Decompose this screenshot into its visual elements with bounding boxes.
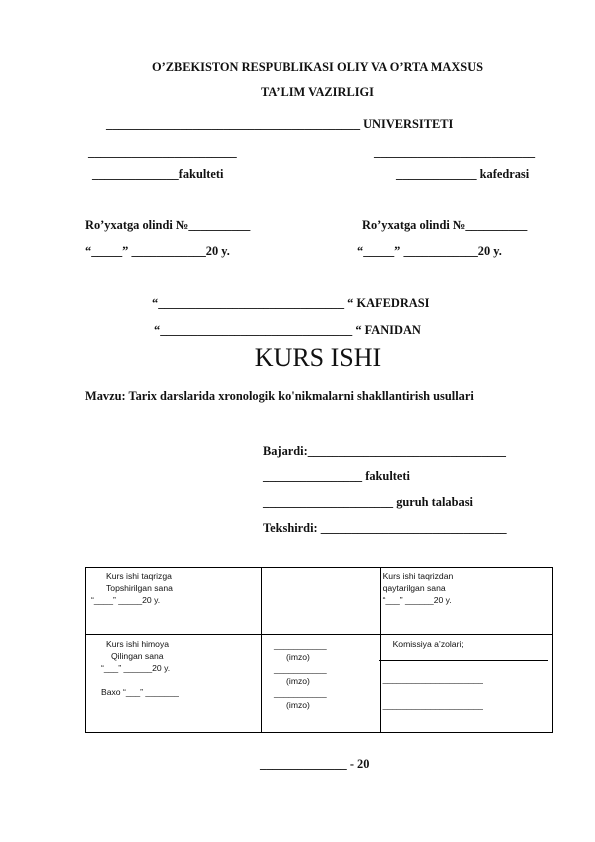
- performer-faculty-line: ________________ fakulteti: [263, 469, 410, 483]
- subject-line: “_______________________________ “ FANIDAN: [154, 323, 421, 337]
- faculty-left: ______________fakulteti: [92, 167, 224, 181]
- grade-line: Baxo “___” _______: [101, 687, 179, 697]
- signature-caption-1: (imzo): [286, 652, 310, 662]
- defense-label-2: Qilingan sana: [111, 651, 164, 661]
- topic-line: Mavzu: Tarix darslarida xronologik ko'nikmalarni shakllantirish usullari: [85, 389, 474, 403]
- return-date: “___” ______20 y.: [382, 595, 452, 605]
- ministry-title-line1: O’ZBEKISTON RESPUBLIKASI OLIY VA O’RTA MAXSUS: [151, 60, 484, 74]
- signature-line-2: ___________: [274, 664, 327, 674]
- signature-line-1: ___________: [274, 640, 327, 650]
- submission-date-cell: [86, 568, 262, 635]
- footer-year-line: ______________ - 20: [260, 757, 370, 771]
- checked-by-line: Tekshirdi: ______________________________: [263, 521, 507, 535]
- commission-cell: [380, 635, 552, 733]
- commission-member-1: _____________________: [382, 674, 483, 684]
- right-blank-line: __________________________: [374, 145, 536, 159]
- commission-member-2: _____________________: [382, 700, 483, 710]
- review-table: [85, 567, 553, 733]
- signature-caption-3: (imzo): [286, 700, 310, 710]
- registration-date-left: “_____” ____________20 y.: [85, 244, 230, 258]
- commission-title: Komissiya a’zolari;: [392, 639, 464, 649]
- submission-label-2: Topshirilgan sana: [106, 583, 173, 593]
- university-line: _________________________________________ UNIVERSITETI: [106, 117, 454, 131]
- group-line: _____________________ guruh talabasi: [263, 495, 473, 509]
- return-label-2: qaytarilgan sana: [382, 583, 446, 593]
- registration-no-left: Ro’yxatga olindi №__________: [85, 218, 251, 232]
- registration-no-right: Ro’yxatga olindi №__________: [362, 218, 528, 232]
- return-label-1: Kurs ishi taqrizdan: [382, 571, 454, 581]
- submission-date: “____” _____20 y.: [91, 595, 161, 605]
- document-title: KURS ISHI: [254, 343, 382, 372]
- signature-line-3: ___________: [274, 688, 327, 698]
- defense-label-1: Kurs ishi himoya: [106, 639, 170, 649]
- registration-date-right: “_____” ____________20 y.: [357, 244, 502, 258]
- signature-caption-2: (imzo): [286, 676, 310, 686]
- defense-date: “___” ______20 y.: [101, 663, 171, 673]
- return-date-cell: [380, 568, 552, 635]
- defense-date-cell: [86, 635, 262, 733]
- done-by-line: Bajardi:________________________________: [263, 444, 506, 458]
- empty-cell: [262, 568, 381, 635]
- submission-label-1: Kurs ishi taqrizga: [106, 571, 172, 581]
- department-line: “______________________________ “ KAFEDRASI: [152, 296, 430, 310]
- ministry-title-line2: TA’LIM VAZIRLIGI: [260, 85, 375, 99]
- signatures-cell: [262, 635, 381, 733]
- left-blank-line: ________________________: [88, 145, 237, 159]
- department-right: _____________ kafedrasi: [396, 167, 530, 181]
